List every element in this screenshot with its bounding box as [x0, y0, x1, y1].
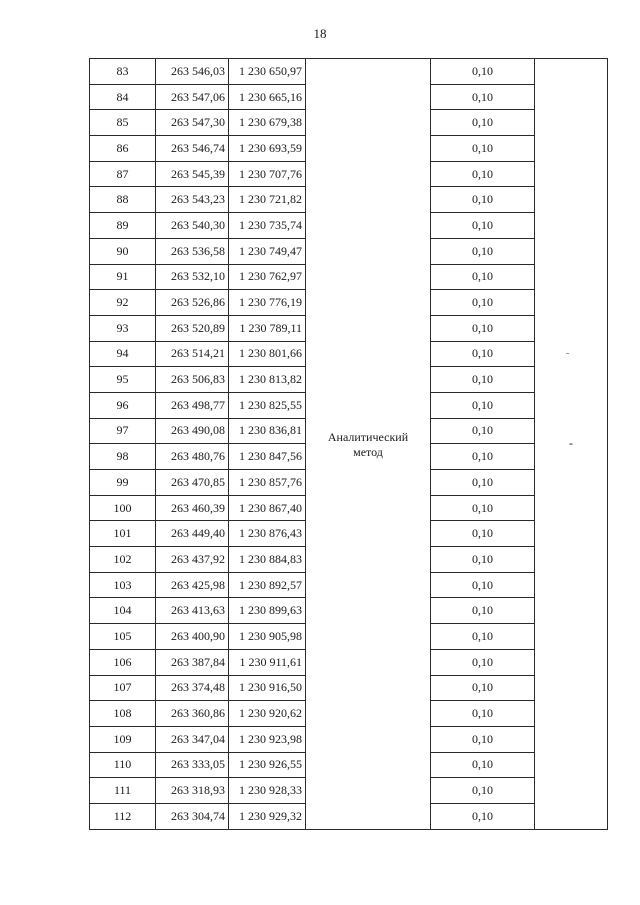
point-number: 86 [90, 136, 156, 162]
point-number: 95 [90, 367, 156, 393]
coordinate-y: 1 230 789,11 [229, 315, 306, 341]
precision-value: 0,10 [431, 367, 535, 393]
coordinate-x: 263 318,93 [156, 778, 229, 804]
coordinate-y: 1 230 928,33 [229, 778, 306, 804]
coordinate-x: 263 460,39 [156, 495, 229, 521]
point-number: 98 [90, 444, 156, 470]
point-number: 89 [90, 213, 156, 239]
coordinate-x: 263 546,03 [156, 59, 229, 85]
point-number: 97 [90, 418, 156, 444]
point-number: 87 [90, 161, 156, 187]
point-number: 106 [90, 649, 156, 675]
coordinate-y: 1 230 899,63 [229, 598, 306, 624]
coordinate-x: 263 437,92 [156, 547, 229, 573]
point-number: 85 [90, 110, 156, 136]
coordinates-table-body [90, 59, 608, 830]
coordinate-x: 263 547,06 [156, 84, 229, 110]
coordinate-y: 1 230 836,81 [229, 418, 306, 444]
precision-value: 0,10 [431, 547, 535, 573]
point-number: 94 [90, 341, 156, 367]
precision-value: 0,10 [431, 187, 535, 213]
coordinate-x: 263 498,77 [156, 392, 229, 418]
coordinate-y: 1 230 867,40 [229, 495, 306, 521]
point-number: 104 [90, 598, 156, 624]
coordinate-y: 1 230 679,38 [229, 110, 306, 136]
point-number: 110 [90, 752, 156, 778]
coordinate-y: 1 230 749,47 [229, 238, 306, 264]
coordinate-y: 1 230 735,74 [229, 213, 306, 239]
coordinate-y: 1 230 905,98 [229, 624, 306, 650]
point-number: 91 [90, 264, 156, 290]
point-number: 83 [90, 59, 156, 85]
coordinate-x: 263 540,30 [156, 213, 229, 239]
table-row [90, 59, 608, 85]
precision-value: 0,10 [431, 803, 535, 829]
point-number: 99 [90, 470, 156, 496]
coordinate-x: 263 304,74 [156, 803, 229, 829]
precision-value: 0,10 [431, 136, 535, 162]
point-number: 102 [90, 547, 156, 573]
coordinate-y: 1 230 926,55 [229, 752, 306, 778]
precision-value: 0,10 [431, 572, 535, 598]
point-number: 84 [90, 84, 156, 110]
coordinate-y: 1 230 876,43 [229, 521, 306, 547]
precision-value: 0,10 [431, 521, 535, 547]
coordinate-x: 263 532,10 [156, 264, 229, 290]
coordinate-x: 263 449,40 [156, 521, 229, 547]
coordinate-y: 1 230 911,61 [229, 649, 306, 675]
precision-value: 0,10 [431, 495, 535, 521]
precision-value: 0,10 [431, 84, 535, 110]
precision-value: 0,10 [431, 392, 535, 418]
coordinate-y: 1 230 825,55 [229, 392, 306, 418]
coordinate-y: 1 230 693,59 [229, 136, 306, 162]
dash-mark: - [569, 436, 573, 451]
coordinate-x: 263 543,23 [156, 187, 229, 213]
point-number: 100 [90, 495, 156, 521]
coordinate-x: 263 545,39 [156, 161, 229, 187]
coordinate-x: 263 425,98 [156, 572, 229, 598]
coordinate-x: 263 387,84 [156, 649, 229, 675]
point-number: 105 [90, 624, 156, 650]
coordinate-y: 1 230 923,98 [229, 726, 306, 752]
point-number: 90 [90, 238, 156, 264]
point-number: 92 [90, 290, 156, 316]
coordinates-table [89, 58, 608, 830]
coordinate-y: 1 230 776,19 [229, 290, 306, 316]
precision-value: 0,10 [431, 470, 535, 496]
point-number: 88 [90, 187, 156, 213]
coordinate-y: 1 230 847,56 [229, 444, 306, 470]
precision-value: 0,10 [431, 649, 535, 675]
coordinate-x: 263 526,86 [156, 290, 229, 316]
precision-value: 0,10 [431, 341, 535, 367]
method-cell [306, 59, 431, 830]
coordinate-y: 1 230 762,97 [229, 264, 306, 290]
precision-value: 0,10 [431, 701, 535, 727]
precision-value: 0,10 [431, 444, 535, 470]
precision-value: 0,10 [431, 238, 535, 264]
coordinate-y: 1 230 857,76 [229, 470, 306, 496]
point-number: 112 [90, 803, 156, 829]
point-number: 111 [90, 778, 156, 804]
precision-value: 0,10 [431, 418, 535, 444]
precision-value: 0,10 [431, 110, 535, 136]
coordinate-y: 1 230 813,82 [229, 367, 306, 393]
precision-value: 0,10 [431, 624, 535, 650]
precision-value: 0,10 [431, 778, 535, 804]
coordinate-x: 263 547,30 [156, 110, 229, 136]
precision-value: 0,10 [431, 264, 535, 290]
coordinate-x: 263 514,21 [156, 341, 229, 367]
coordinate-y: 1 230 920,62 [229, 701, 306, 727]
page-number: 18 [313, 26, 327, 41]
precision-value: 0,10 [431, 290, 535, 316]
coordinate-x: 263 400,90 [156, 624, 229, 650]
coordinate-x: 263 374,48 [156, 675, 229, 701]
point-number: 93 [90, 315, 156, 341]
coordinate-y: 1 230 707,76 [229, 161, 306, 187]
precision-value: 0,10 [431, 726, 535, 752]
point-number: 101 [90, 521, 156, 547]
coordinate-y: 1 230 916,50 [229, 675, 306, 701]
point-number: 107 [90, 675, 156, 701]
precision-value: 0,10 [431, 598, 535, 624]
last-column-cell [535, 59, 608, 830]
method-label-line1: Аналитический [327, 429, 409, 444]
point-number: 108 [90, 701, 156, 727]
precision-value: 0,10 [431, 752, 535, 778]
point-number: 103 [90, 572, 156, 598]
coordinate-y: 1 230 650,97 [229, 59, 306, 85]
coordinate-y: 1 230 721,82 [229, 187, 306, 213]
precision-value: 0,10 [431, 675, 535, 701]
margin-mark [566, 353, 569, 354]
coordinate-y: 1 230 801,66 [229, 341, 306, 367]
coordinate-y: 1 230 892,57 [229, 572, 306, 598]
precision-value: 0,10 [431, 161, 535, 187]
coordinate-x: 263 347,04 [156, 726, 229, 752]
method-label-line2: метод [353, 444, 383, 459]
coordinate-y: 1 230 929,32 [229, 803, 306, 829]
point-number: 96 [90, 392, 156, 418]
coordinate-y: 1 230 884,83 [229, 547, 306, 573]
precision-value: 0,10 [431, 59, 535, 85]
coordinate-x: 263 480,76 [156, 444, 229, 470]
coordinate-x: 263 520,89 [156, 315, 229, 341]
point-number: 109 [90, 726, 156, 752]
precision-value: 0,10 [431, 315, 535, 341]
coordinate-x: 263 506,83 [156, 367, 229, 393]
coordinate-x: 263 536,58 [156, 238, 229, 264]
coordinate-x: 263 546,74 [156, 136, 229, 162]
coordinate-y: 1 230 665,16 [229, 84, 306, 110]
coordinate-x: 263 413,63 [156, 598, 229, 624]
coordinate-x: 263 490,08 [156, 418, 229, 444]
coordinate-x: 263 470,85 [156, 470, 229, 496]
coordinate-x: 263 360,86 [156, 701, 229, 727]
precision-value: 0,10 [431, 213, 535, 239]
coordinate-x: 263 333,05 [156, 752, 229, 778]
